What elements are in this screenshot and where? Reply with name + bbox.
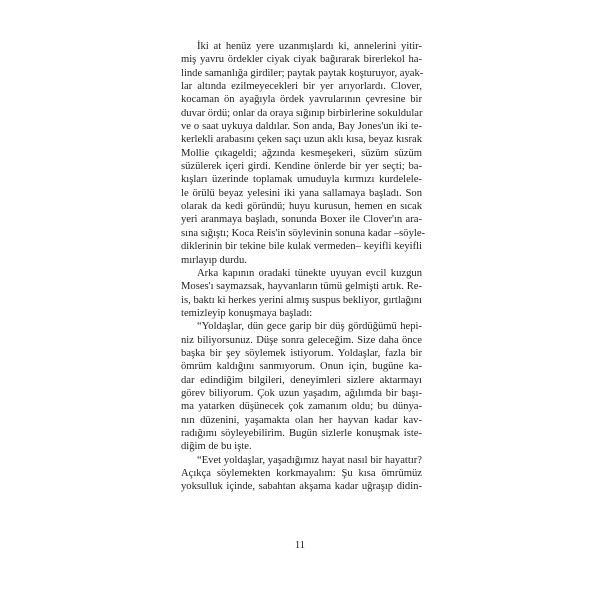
text-line: is, baktı ki herkes yerini almış suspus bekliyor, gırtlağını — [181, 294, 422, 306]
text-line: ömrüm kaldığını sanmıyorum. Onun için, bugüne ka- — [181, 361, 422, 373]
text-line: yoksulluk içinde, sabahtan akşama kadar uğraşıp didin- — [181, 481, 422, 493]
text-line: İki at henüz yere uzanmışlardı ki, annelerini yitir- — [197, 41, 422, 52]
paragraph — [181, 320, 422, 453]
text-line: Arka kapının oradaki tünekte uyuyan evcil kuzgun — [197, 267, 422, 279]
text-line: kışları üzerinde toplamak umuduyla kırmızı kurdelele- — [181, 174, 422, 186]
text-line: Açıkça söylemekten korkmayalım: Şu kısa ömrümüz — [181, 468, 422, 479]
text-line: diklerinin bir tekine bile kulak vermeden– keyifli keyifli — [181, 241, 422, 253]
text-line: Mollie çıkageldi; ağzında kesmeşekeri, süzüm süzüm — [181, 147, 422, 159]
text-line: linde samanlığa girdiler; paytak paytak koşturuyor, ayak- — [181, 67, 424, 79]
text-line: mırlayıp durdu. — [181, 254, 247, 266]
text-line: kerlekli arabasını çeken saçı uzun aklı kısa, beyaz kısrak — [181, 134, 422, 146]
body-text — [181, 40, 426, 494]
text-line: yeri aranmaya başladı, sonunda Boxer ile Clover'ın ara- — [181, 214, 422, 226]
text-line: “Evet yoldaşlar, yaşadığımız hayat nasıl bir hayattır? — [197, 454, 422, 466]
text-line: görev biliyorum. Çok uzun yaşadım, ağılımda bir başı- — [181, 387, 422, 399]
text-line: kocaman ön ayağıyla ördek yavrularının çevresine bir — [181, 94, 422, 106]
text-line: miş yavru ördekler ciyak ciyak bağırarak birerlekol ha- — [181, 54, 422, 66]
page-number: 11 — [294, 540, 306, 551]
text-line: ve o saat uykuya daldılar. Son anda, Bay Jones'un iki te- — [181, 121, 422, 133]
text-line: Moses'ı saymazsak, hayvanların tümü gelmişti artık. Re- — [181, 281, 422, 293]
text-line: dar edindiğim bilgileri, deneyimleri sizlere aktarmayı — [181, 374, 422, 386]
text-line: başka bir şey söylemek istiyorum. Yoldaşlar, fazla bir — [181, 347, 422, 359]
text-line: niz biliyorsunuz. Düşe sonra geleceğim. Size daha önce — [181, 334, 422, 346]
paragraph — [181, 454, 422, 494]
paragraph — [181, 267, 422, 320]
text-line: le örülü beyaz yelesini iki yana sallamaya başladı. Son — [181, 187, 422, 199]
text-line: ma yatarken düşünecek çok zamanım oldu; bu dünya- — [181, 401, 422, 413]
paragraph — [181, 40, 426, 267]
text-line: “Yoldaşlar, dün gece garip bir düş gördüğümü hepi- — [197, 321, 422, 333]
text-line: lar altında ezilmeyecekleri bir yer arıyorlardı. Clover, — [181, 81, 422, 93]
text-line: diğim de bu işte. — [181, 441, 252, 453]
text-line: nın düzenini, yaşamakta olan her hayvan kadar kav- — [181, 414, 422, 426]
text-line: sına sığıştı; Koca Reis'in söylevinin sonuna kadar –söyle- — [181, 227, 426, 239]
text-line: süzülerek içeri girdi. Kendine önlerde bir yer seçti; ba- — [181, 161, 422, 173]
text-line: duvar ördü; onlar da oraya sığınıp birbirlerine sokuldular — [181, 107, 423, 119]
text-line: temizleyip konuşmaya başladı: — [181, 307, 313, 319]
text-line: radığımı söyleyebilirim. Bugün sizlerle konuşmak iste- — [181, 427, 422, 439]
text-line: olarak da kedi göründü; huyu kurusun, hemen en sıcak — [181, 201, 422, 213]
